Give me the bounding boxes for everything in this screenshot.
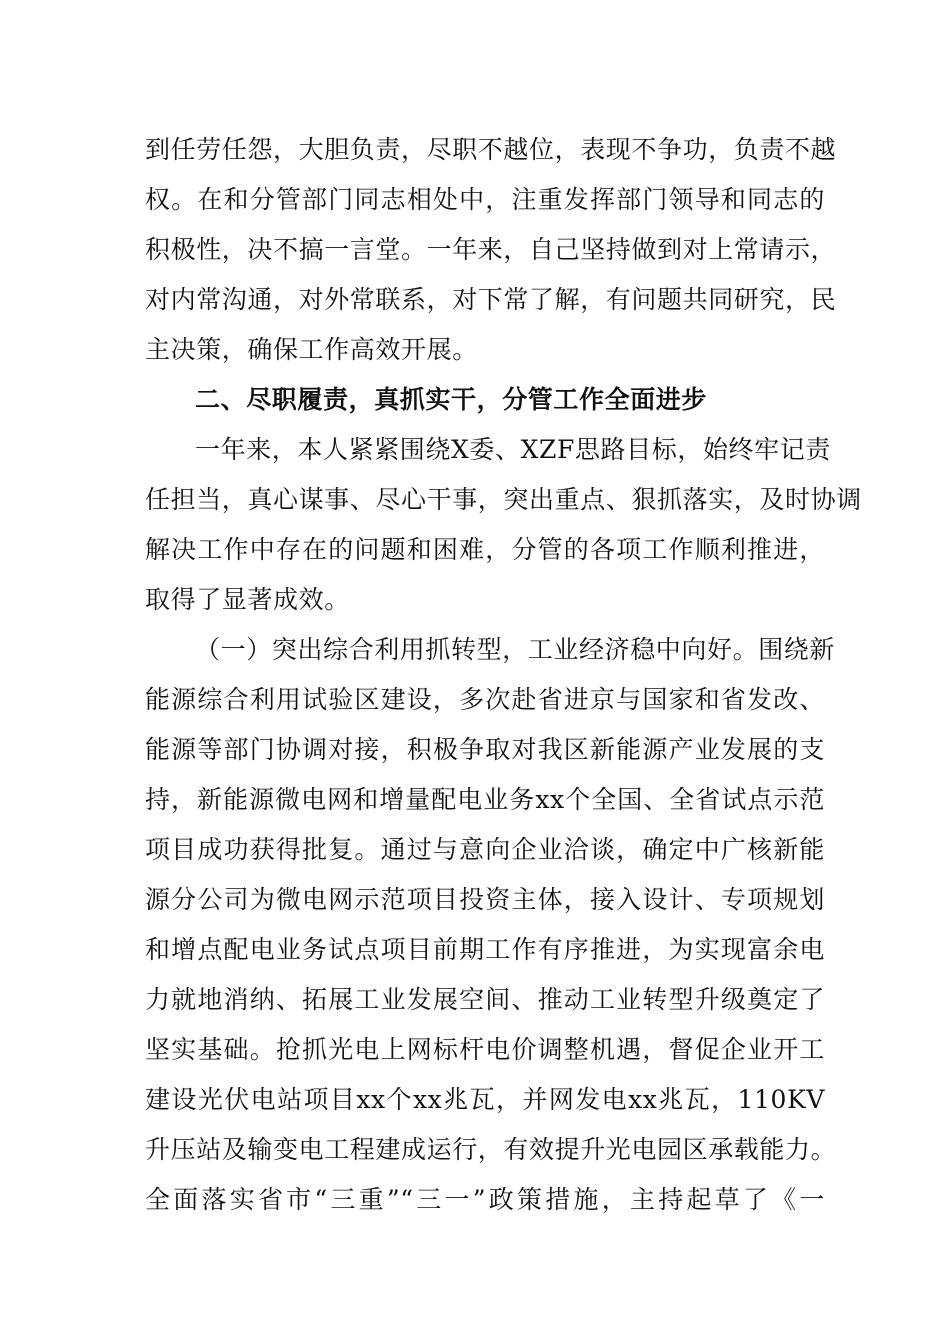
- text-line: 解决工作中存在的问题和困难，分管的各项工作顺利推进，: [145, 535, 825, 564]
- text-line: 能源综合利用试验区建设，多次赴省进京与国家和省发改、: [145, 685, 825, 714]
- text-line: 项目成功获得批复。通过与意向企业洽谈，确定中广核新能: [145, 835, 825, 864]
- text-line: 对内常沟通，对外常联系，对下常了解，有问题共同研究，民: [145, 285, 837, 314]
- text-line: 力就地消纳、拓展工业发展空间、推动工业转型升级奠定了: [145, 985, 825, 1014]
- text-line: 主决策，确保工作高效开展。: [145, 335, 478, 364]
- text-line: 到任劳任怨，大胆负责，尽职不越位，表现不争功，负责不越: [145, 135, 837, 164]
- text-line: 坚实基础。抢抓光电上网标杆电价调整机遇，督促企业开工: [145, 1035, 825, 1064]
- text-line: 和增点配电业务试点项目前期工作有序推进，为实现富余电: [145, 935, 825, 964]
- text-line: 持，新能源微电网和增量配电业务xx个全国、全省试点示范: [145, 785, 825, 814]
- text-line: 权。在和分管部门同志相处中，注重发挥部门领导和同志的: [145, 185, 825, 214]
- text-line: 能源等部门协调对接，积极争取对我区新能源产业发展的支: [145, 735, 825, 764]
- text-line: 建设光伏电站项目xx个xx兆瓦，并网发电xx兆瓦，110KV: [145, 1085, 825, 1114]
- text-line: 积极性，决不搞一言堂。一年来，自己坚持做到对上常请示，: [145, 235, 837, 264]
- text-line: 源分公司为微电网示范项目投资主体，接入设计、专项规划: [145, 885, 825, 914]
- text-line: 一年来，本人紧紧围绕X委、XZF思路目标，始终牢记责: [195, 435, 831, 464]
- text-line: 取得了显著成效。: [145, 585, 350, 614]
- text-line: 全面落实省市“三重”“三一”政策措施，主持起草了《一: [145, 1185, 825, 1214]
- section-heading: 二、尽职履责，真抓实干，分管工作全面进步: [195, 385, 708, 414]
- text-line: 任担当，真心谋事、尽心干事，突出重点、狠抓落实，及时协调: [145, 485, 862, 514]
- text-line: （一）突出综合利用抓转型，工业经济稳中向好。围绕新: [195, 635, 836, 664]
- text-line: 升压站及输变电工程建成运行，有效提升光电园区承载能力。: [145, 1135, 837, 1164]
